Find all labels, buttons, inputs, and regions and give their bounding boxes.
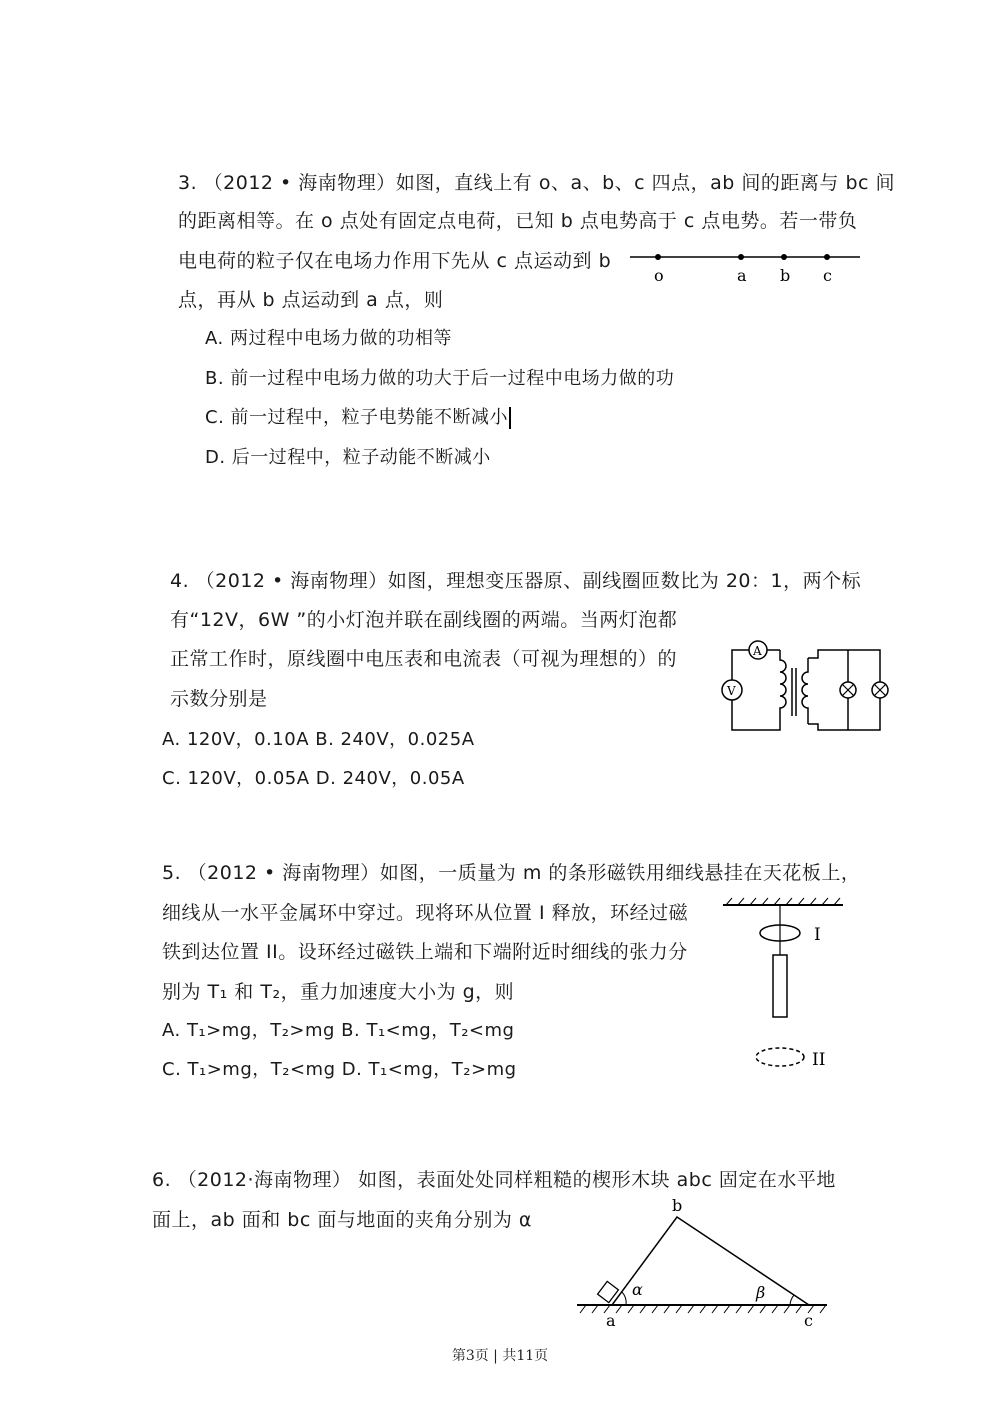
label-c: c [823, 266, 832, 285]
label-b: b [780, 266, 791, 285]
vertex-a-label: a [606, 1311, 616, 1330]
q5-options-ab: A. T₁>mg，T₂>mg B. T₁<mg，T₂<mg [162, 1020, 515, 1041]
q6-line-2: 面上，ab 面和 bc 面与地面的夹角分别为 α [152, 1209, 532, 1231]
q4-line-3: 正常工作时，原线圈中电压表和电流表（可视为理想的）的 [170, 648, 678, 670]
wedge-figure [572, 1195, 832, 1330]
q4-options-cd: C. 120V，0.05A D. 240V，0.05A [162, 768, 465, 789]
ammeter-label: A [753, 644, 762, 658]
q3-line-3: 电电荷的粒子仅在电场力作用下先从 c 点运动到 b [178, 250, 612, 272]
page-footer: 第3页 | 共11页 [451, 1348, 549, 1364]
q3-line-figure [630, 245, 890, 285]
q3-option-b: B. 前一过程中电场力做的功大于后一过程中电场力做的功 [205, 368, 675, 389]
position-i-label: I [814, 925, 821, 945]
q4-line-1: 4. （2012 • 海南物理）如图，理想变压器原、副线圈匝数比为 20：1，两个标 [170, 570, 862, 592]
q3-line-2: 的距离相等。在 o 点处有固定点电荷，已知 b 点电势高于 c 点电势。若一带负 [178, 210, 858, 232]
q5-line-3: 铁到达位置 II。设环经过磁铁上端和下端附近时细线的张力分 [162, 941, 688, 963]
alpha-label: α [632, 1280, 643, 1299]
q4-line-2: 有“12V，6W ”的小灯泡并联在副线圈的两端。当两灯泡都 [170, 609, 678, 631]
label-o: o [654, 266, 664, 285]
q3-line-4: 点，再从 b 点运动到 a 点，则 [178, 289, 444, 311]
vertex-c-label: c [804, 1311, 813, 1330]
q3-option-c-row [205, 405, 511, 431]
q3-line-1: 3. （2012 • 海南物理）如图，直线上有 o、a、b、c 四点，ab 间的距离与 bc 间 [178, 172, 895, 194]
position-ii-label: II [812, 1050, 826, 1070]
q5-line-2: 细线从一水平金属环中穿过。现将环从位置 I 释放，环经过磁 [162, 902, 689, 924]
beta-label: β [756, 1283, 766, 1302]
text-cursor [509, 407, 511, 429]
q3-option-a: A. 两过程中电场力做的功相等 [205, 328, 452, 349]
transformer-circuit-figure [712, 638, 887, 733]
q5-line-1: 5. （2012 • 海南物理）如图，一质量为 m 的条形磁铁用细线悬挂在天花板上， [162, 862, 861, 884]
q6-line-1: 6. （2012·海南物理） 如图，表面处处同样粗糙的楔形木块 abc 固定在水平地 [152, 1169, 836, 1191]
q5-line-4: 别为 T₁ 和 T₂，重力加速度大小为 g，则 [162, 981, 515, 1003]
q4-options-ab: A. 120V，0.10A B. 240V，0.025A [162, 729, 475, 750]
q3-option-c: C. 前一过程中，粒子电势能不断减小 [205, 407, 509, 428]
q4-line-4: 示数分别是 [170, 688, 268, 710]
voltmeter-label: V [727, 684, 736, 698]
q5-options-cd: C. T₁>mg，T₂<mg D. T₁<mg，T₂>mg [162, 1059, 517, 1080]
label-a: a [737, 266, 747, 285]
magnet-ring-figure [718, 895, 848, 1075]
vertex-b-label: b [672, 1196, 683, 1215]
q3-option-d: D. 后一过程中，粒子动能不断减小 [205, 447, 491, 468]
